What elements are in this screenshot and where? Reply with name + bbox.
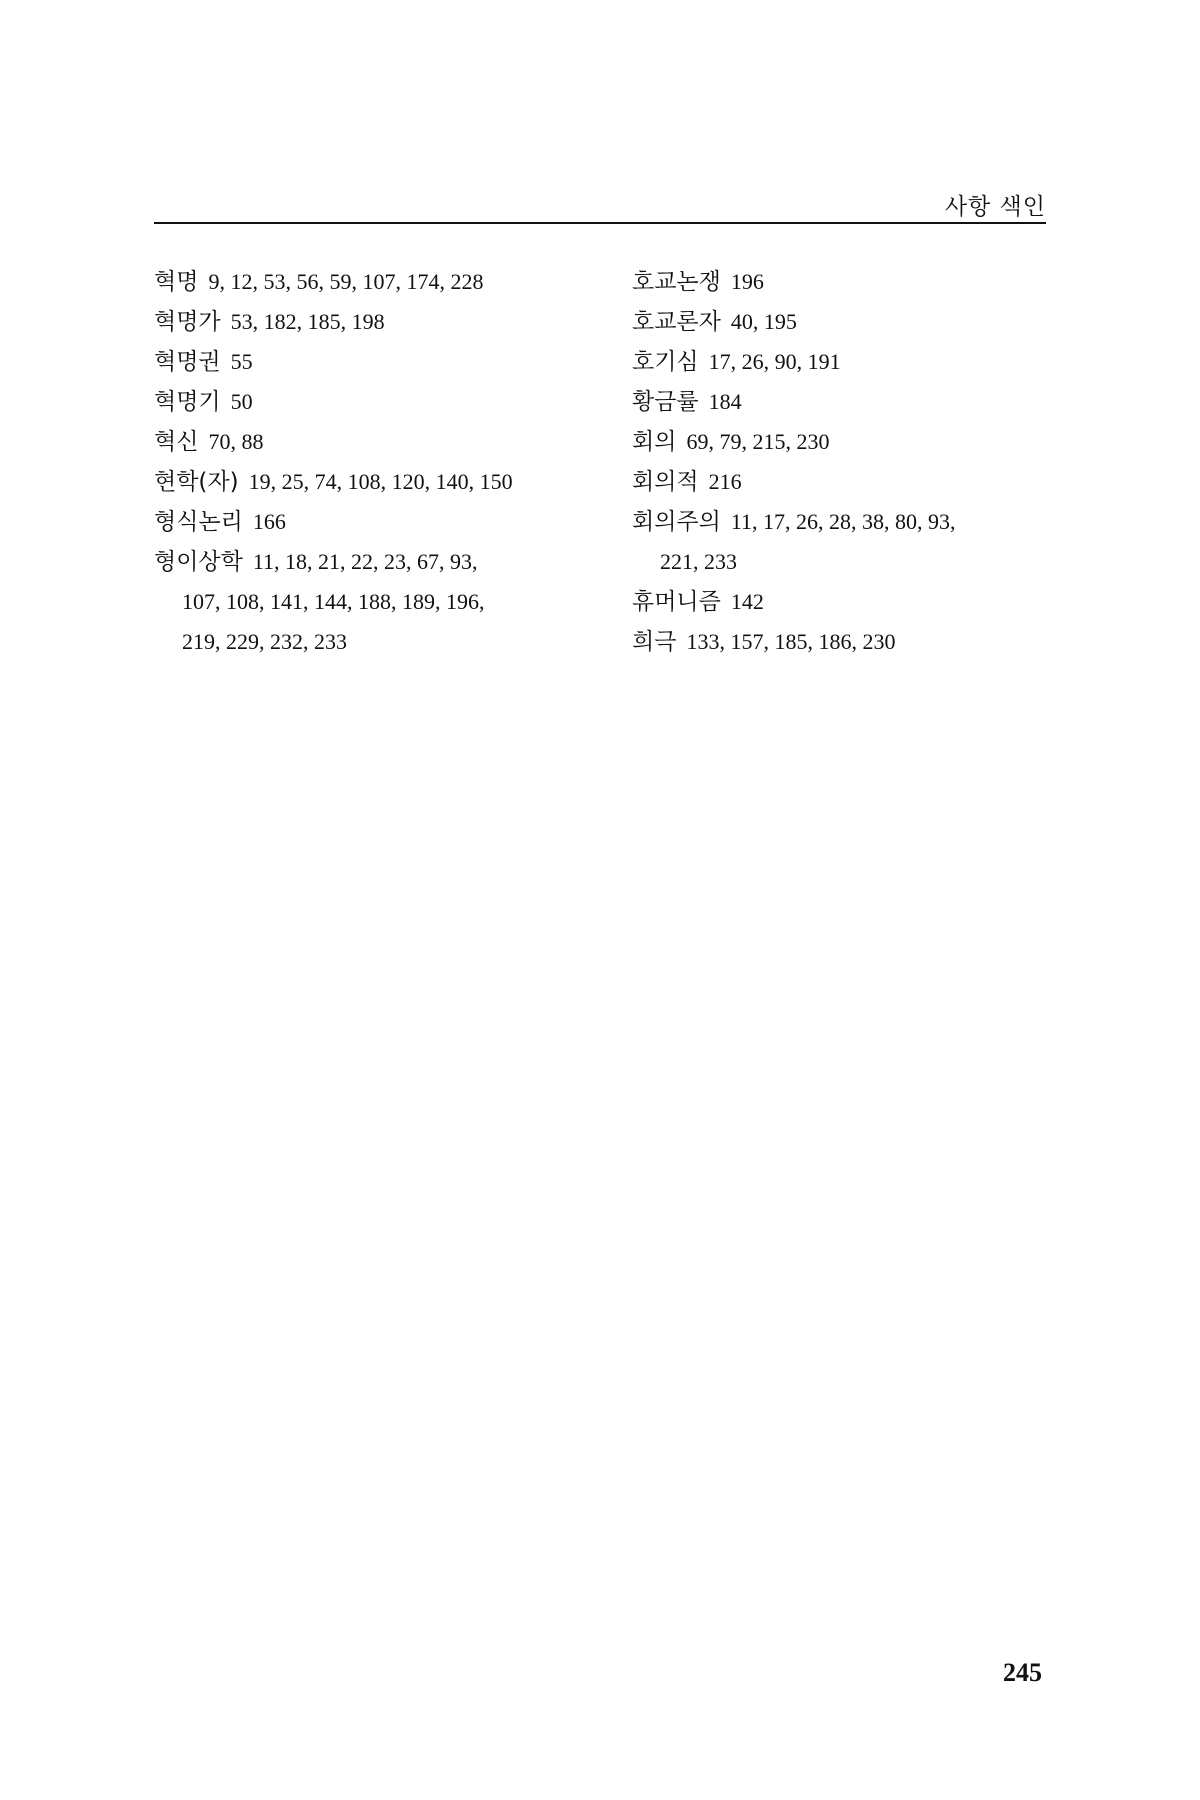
index-term: 혁명기 bbox=[154, 389, 221, 415]
index-entry bbox=[632, 462, 1072, 502]
index-term: 호교론자 bbox=[632, 309, 721, 335]
page-number: 245 bbox=[1003, 1658, 1042, 1687]
index-pages: 216 bbox=[708, 469, 742, 494]
index-term: 형식논리 bbox=[154, 509, 243, 535]
index-entry bbox=[154, 342, 594, 382]
index-term: 혁신 bbox=[154, 429, 199, 455]
index-column-right bbox=[632, 262, 1072, 662]
index-pages: 70, 88 bbox=[208, 429, 264, 454]
index-term: 호기심 bbox=[632, 349, 699, 375]
index-term: 혁명가 bbox=[154, 309, 221, 335]
index-term: 형이상학 bbox=[154, 549, 243, 575]
index-entry bbox=[154, 422, 594, 462]
index-pages: 196 bbox=[730, 269, 764, 294]
index-entry-continuation: 107, 108, 141, 144, 188, 189, 196, bbox=[182, 589, 485, 614]
index-term: 회의적 bbox=[632, 469, 699, 495]
index-column-left bbox=[154, 262, 594, 662]
index-entry bbox=[632, 622, 1072, 662]
index-pages: 55 bbox=[230, 349, 253, 374]
index-entry bbox=[154, 542, 594, 582]
index-entry bbox=[632, 302, 1072, 342]
index-pages: 19, 25, 74, 108, 120, 140, 150 bbox=[248, 469, 513, 494]
index-pages: 166 bbox=[252, 509, 286, 534]
index-entry bbox=[154, 462, 594, 502]
index-entry bbox=[632, 382, 1072, 422]
index-entry bbox=[632, 502, 1072, 542]
index-pages: 184 bbox=[708, 389, 742, 414]
index-entry bbox=[632, 262, 1072, 302]
index-term: 회의 bbox=[632, 429, 677, 455]
index-pages: 69, 79, 215, 230 bbox=[686, 429, 830, 454]
index-pages: 9, 12, 53, 56, 59, 107, 174, 228 bbox=[208, 269, 484, 294]
index-pages: 142 bbox=[730, 589, 764, 614]
index-entry-continuation: 221, 233 bbox=[660, 549, 737, 574]
index-entry bbox=[154, 382, 594, 422]
running-header: 사항 색인 bbox=[944, 194, 1046, 220]
header-rule bbox=[154, 222, 1046, 224]
index-entry bbox=[154, 502, 594, 542]
index-pages: 17, 26, 90, 191 bbox=[708, 349, 841, 374]
index-term: 혁명 bbox=[154, 269, 199, 295]
index-entry-continuation: 219, 229, 232, 233 bbox=[182, 629, 347, 654]
index-entry bbox=[632, 582, 1072, 622]
index-term: 황금률 bbox=[632, 389, 699, 415]
index-pages: 50 bbox=[230, 389, 253, 414]
index-pages: 133, 157, 185, 186, 230 bbox=[686, 629, 896, 654]
index-term: 희극 bbox=[632, 629, 677, 655]
index-term: 회의주의 bbox=[632, 509, 721, 535]
index-term: 호교논쟁 bbox=[632, 269, 721, 295]
index-entry bbox=[632, 422, 1072, 462]
index-pages: 40, 195 bbox=[730, 309, 797, 334]
index-pages: 11, 17, 26, 28, 38, 80, 93, bbox=[730, 509, 956, 534]
index-term: 휴머니즘 bbox=[632, 589, 721, 615]
index-term: 혁명권 bbox=[154, 349, 221, 375]
index-pages: 53, 182, 185, 198 bbox=[230, 309, 385, 334]
index-entry bbox=[632, 342, 1072, 382]
index-term: 현학(자) bbox=[154, 469, 239, 495]
index-entry bbox=[154, 262, 594, 302]
index-pages: 11, 18, 21, 22, 23, 67, 93, bbox=[252, 549, 478, 574]
index-entry bbox=[154, 302, 594, 342]
